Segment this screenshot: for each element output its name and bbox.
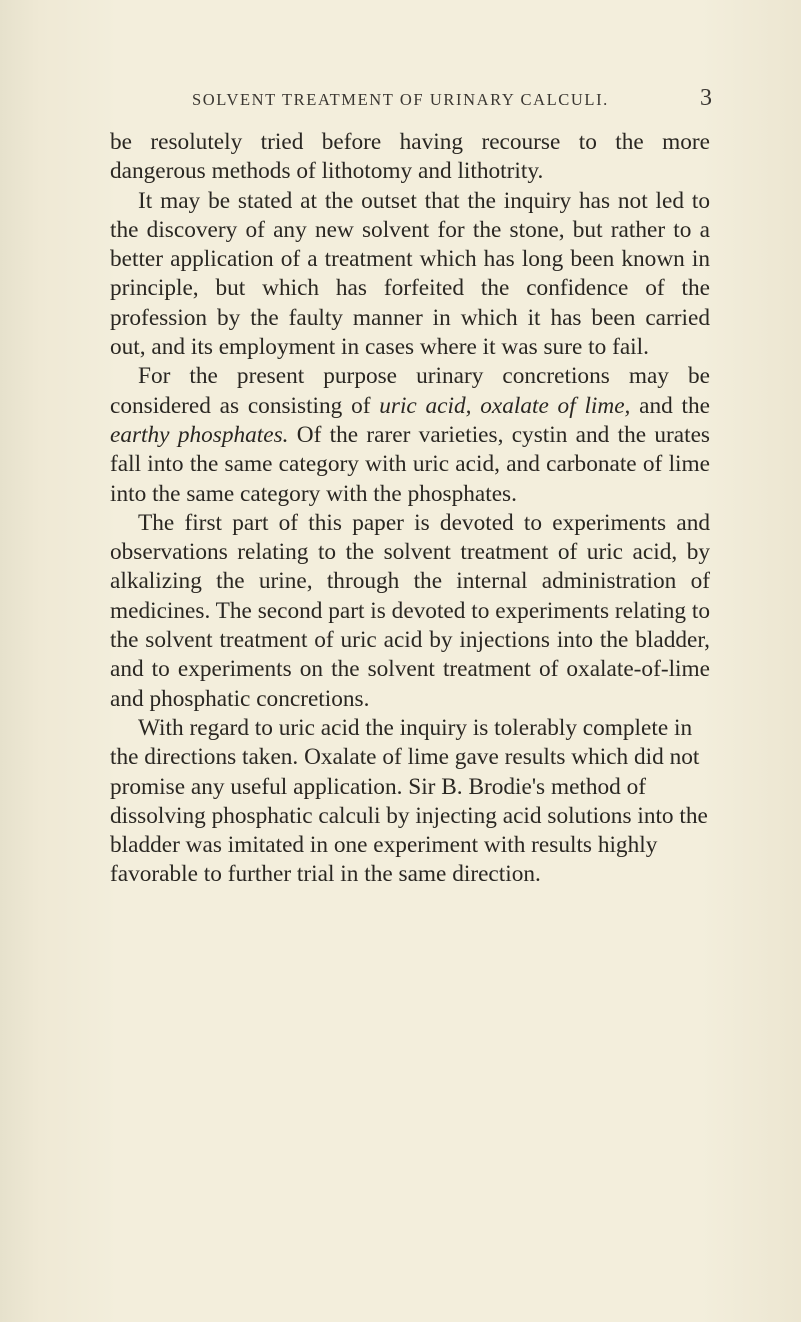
paragraph-concretions-part-1: For the present purpose urinary concretions may be considered as consisting of xyxy=(110,363,710,419)
body-text xyxy=(110,128,710,890)
paragraph-paper-parts: The first part of this paper is devoted to experiments and observations relating to the solvent treatment of uric acid, by alkalizing the urine, through the internal administration of medicines. The second part is devoted to experiments relating to the solvent treatment of uric acid by injections into the bladder, and to experiments on the solvent treatment of oxalate-of-lime and phosphatic concretions. xyxy=(110,509,710,712)
page-number: 3 xyxy=(700,85,712,111)
running-head xyxy=(0,85,801,118)
paragraph-inquiry: It may be stated at the outset that the inquiry has not led to the discovery of any new solvent for the stone, but rather to a better application of a treatment which has long been known in principle, but which has forfeited the confidence of the profession by the faulty manner in which it has been carried out, and its employment in cases where it was sure to fail. xyxy=(110,187,710,361)
paragraph-concretions-emphasis-1: uric acid, oxalate of lime, xyxy=(379,392,631,419)
paragraph-results: With regard to uric acid the inquiry is tolerably complete in the directions taken. Oxalate of lime gave results which did not promise any useful application. Sir B. Brodie's method of dissolving phosphatic calculi by injecting acid solutions into the bladder was imitated in one experiment with results highly favorable to further trial in the same direction. xyxy=(110,714,708,888)
paragraph-concretions-part-2: and the xyxy=(630,392,710,419)
paragraph-continuation: be resolutely tried before having recourse to the more dangerous methods of lithotomy and lithotrity. xyxy=(110,129,710,185)
paragraph-concretions-emphasis-2: earthy phosphates. xyxy=(110,421,289,448)
paragraph-concretions-part-3: Of the rarer varieties, cystin and the urates fall into the same category with uric acid, and carbonate of lime into the same category with the phosphates. xyxy=(110,421,710,507)
running-title: SOLVENT TREATMENT OF URINARY CALCULI. xyxy=(192,90,609,109)
paragraph-concretions xyxy=(110,362,710,508)
